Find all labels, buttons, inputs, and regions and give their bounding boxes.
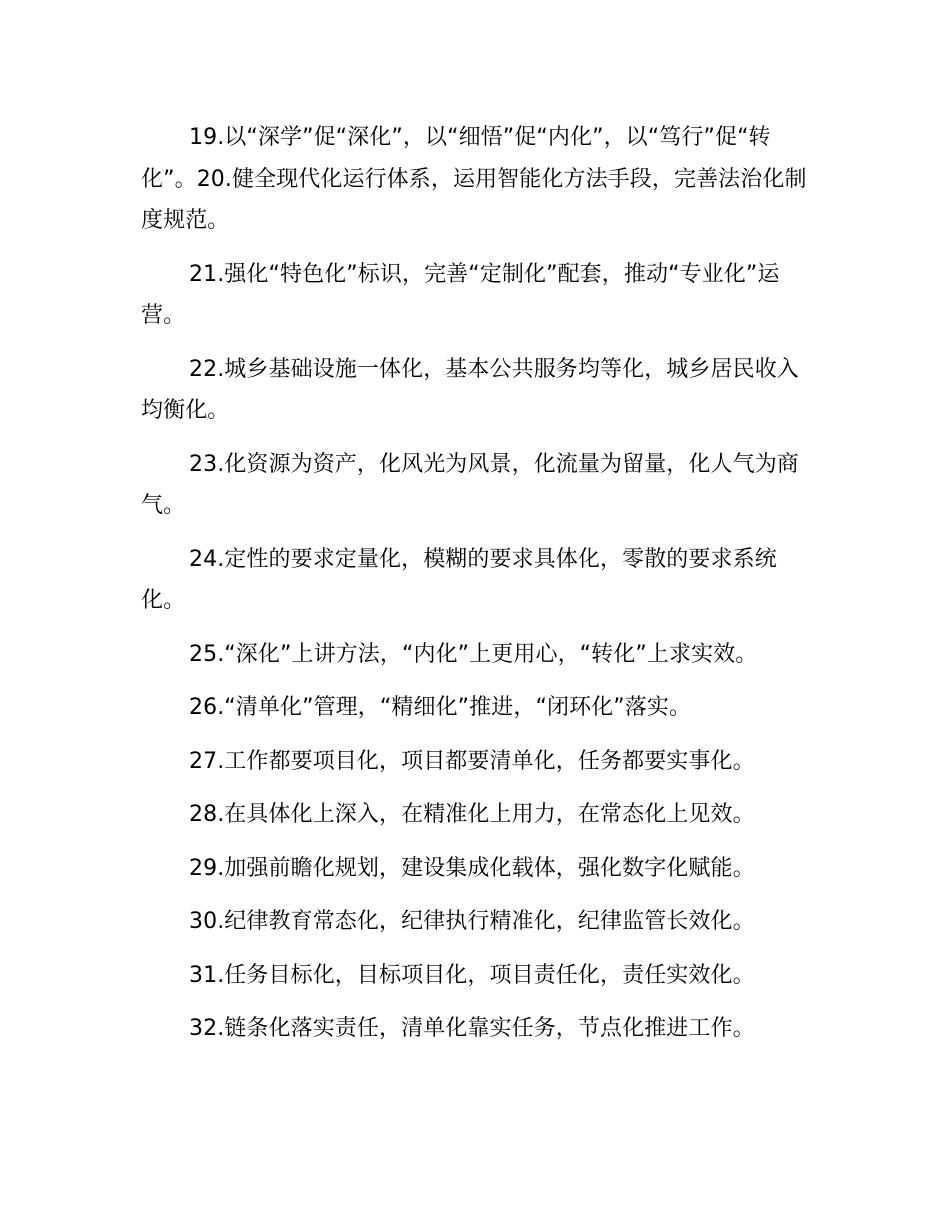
paragraph-30: 30.纪律教育常态化，纪律执行精准化，纪律监管长效化。: [189, 909, 755, 934]
paragraph-28: 28.在具体化上深入，在精准化上用力，在常态化上见效。: [189, 802, 755, 827]
paragraph-29: 29.加强前瞻化规划，建设集成化载体，强化数字化赋能。: [189, 855, 755, 881]
paragraph-25: 25.“深化”上讲方法，“内化”上更用心，“转化”上求实效。: [189, 641, 758, 667]
paragraph-23: 23.化资源为资产，化风光为风景，化流量为留量，化人气为商气。: [141, 451, 799, 518]
paragraph-32: 32.链条化落实责任，清单化靠实任务，节点化推进工作。: [189, 1016, 755, 1041]
paragraph-21: 21.强化“特色化”标识，完善“定制化”配套，推动“专业化”运营。: [141, 261, 780, 328]
paragraph-19-20: 19.以“深学”促“深化”，以“细悟”促“内化”，以“笃行”促“转化”。20.健全现代化运行体系，运用智能化方法手段，完善法治化制度规范。: [141, 125, 807, 233]
paragraph-22: 22.城乡基础设施一体化，基本公共服务均等化，城乡居民收入均衡化。: [141, 356, 799, 423]
document-body: [141, 117, 813, 1062]
paragraph-26: 26.“清单化”管理，“精细化”推进，“闭环化”落实。: [189, 695, 692, 720]
paragraph-24: 24.定性的要求定量化，模糊的要求具体化，零散的要求系统化。: [141, 546, 777, 613]
paragraph-27: 27.工作都要项目化，项目都要清单化，任务都要实事化。: [189, 748, 755, 774]
paragraph-31: 31.任务目标化，目标项目化，项目责任化，责任实效化。: [189, 962, 755, 988]
